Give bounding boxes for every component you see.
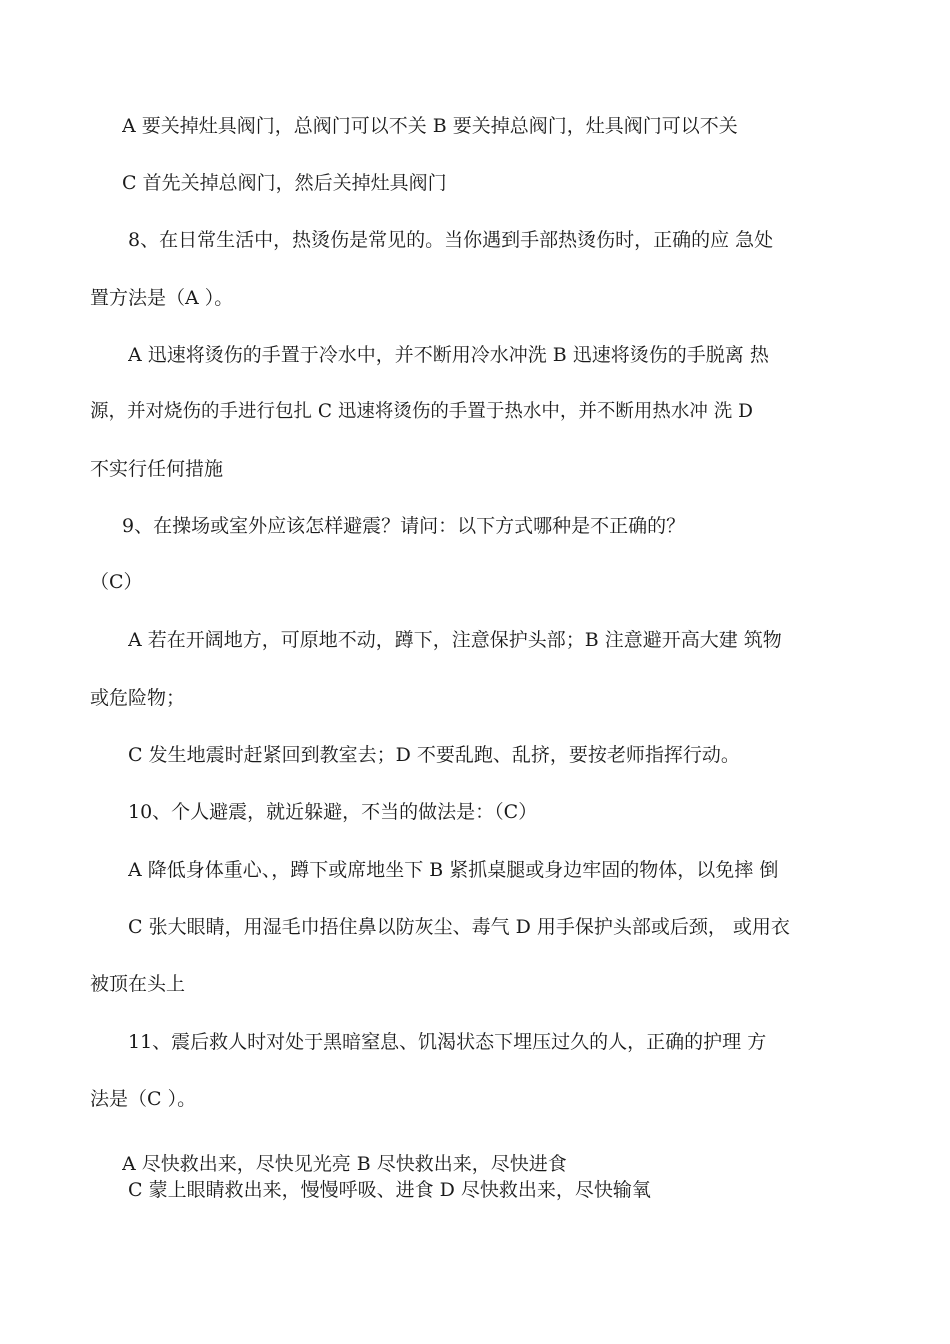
question-8-options-line-2: 源，并对烧伤的手进行包扎 C 迅速将烫伤的手置于热水中，并不断用热水冲 洗 D: [90, 401, 754, 422]
question-10-options-line-3: 被顶在头上: [90, 973, 186, 995]
question-9-line-1: 9、在操场或室外应该怎样避震？请问：以下方式哪种是不正确的？: [122, 515, 686, 537]
question-8-line-2: 置方法是（A ）。: [90, 287, 234, 309]
question-10-options-line-2: C 张大眼睛，用湿毛巾捂住鼻以防灰尘、毒气 D 用手保护头部或后颈， 或用衣: [128, 916, 790, 938]
question-9-answer: （C）: [90, 571, 143, 593]
question-9-options-line-2: 或危险物；: [90, 687, 186, 709]
question-11-line-1: 11、震后救人时对处于黑暗窒息、饥渴状态下埋压过久的人，正确的护理 方: [128, 1031, 767, 1053]
question-8-options-line-1: A 迅速将烫伤的手置于冷水中，并不断用冷水冲洗 B 迅速将烫伤的手脱离 热: [128, 344, 769, 366]
question-8-options-line-3: 不实行任何措施: [90, 458, 224, 480]
text-line-option-7ab: A 要关掉灶具阀门，总阀门可以不关 B 要关掉总阀门，灶具阀门可以不关: [122, 115, 738, 137]
question-9-options-line-3: C 发生地震时赶紧回到教室去；D 不要乱跑、乱挤，要按老师指挥行动。: [128, 744, 740, 766]
question-8-line-1: 8、在日常生活中，热烫伤是常见的。当你遇到手部热烫伤时，正确的应 急处: [128, 229, 774, 251]
text-line-option-7c: C 首先关掉总阀门，然后关掉灶具阀门: [122, 172, 447, 194]
question-9-options-line-1: A 若在开阔地方，可原地不动，蹲下，注意保护头部；B 注意避开高大建 筑物: [128, 629, 782, 651]
question-11-options-line-1: A 尽快救出来，尽快见光亮 B 尽快救出来，尽快进食: [122, 1153, 567, 1175]
question-10-line-1: 10、个人避震，就近躲避，不当的做法是：（C）: [128, 801, 538, 823]
question-10-options-line-1: A 降低身体重心、，蹲下或席地坐下 B 紧抓桌腿或身边牢固的物体，以免摔 倒: [128, 859, 779, 881]
question-11-options-line-2: C 蒙上眼睛救出来，慢慢呼吸、进食 D 尽快救出来，尽快输氧: [128, 1179, 651, 1201]
question-11-line-2: 法是（C ）。: [90, 1088, 197, 1110]
